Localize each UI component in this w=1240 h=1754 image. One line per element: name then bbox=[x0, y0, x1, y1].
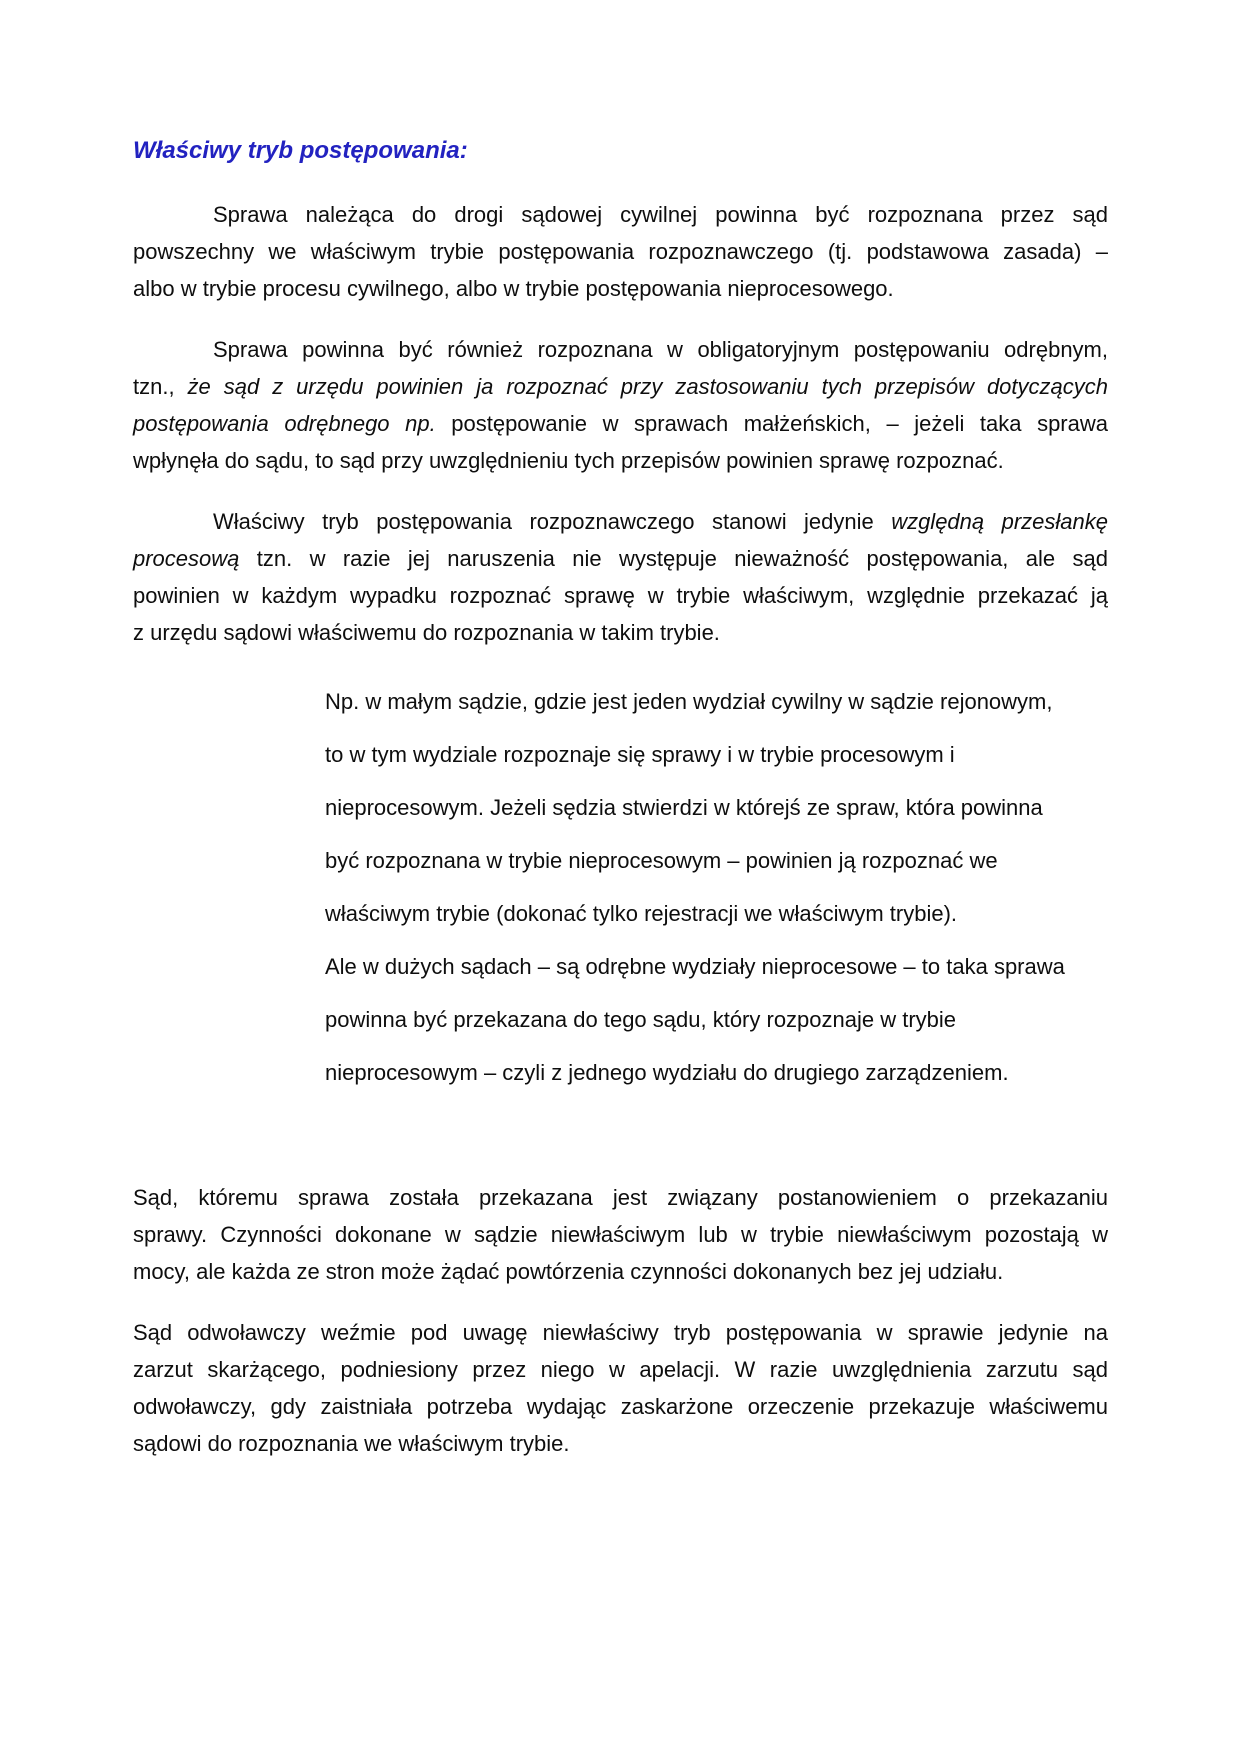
document-heading: Właściwy tryb postępowania: bbox=[133, 137, 468, 164]
paragraph-obligatory-separate-proceedings: Sprawa powinna być również rozpoznana w obligatoryjnym postępowaniu odrębnym, tzn., że sąd z urzędu powinien ja rozpoznać przy zastosowaniu tych przepisów dotyczących postępowania odrębnego np. postępowanie w sprawach małżeńskich, – jeżeli taka sprawa wpłynęła do sądu, to sąd przy uwzględnieniu tych przepisów powinien sprawę rozpoznać. bbox=[133, 337, 1108, 473]
paragraph-court-bound-by-transfer: Sąd, któremu sprawa została przekazana jest związany postanowieniem o przekazaniu sprawy. Czynności dokonane w sądzie niewłaściwym lub w trybie niewłaściwym pozostają w mocy, ale każda ze stron może żądać powtórzenia czynności dokonanych bez jej udziału. bbox=[133, 1185, 1108, 1284]
paragraph-appellate-court: Sąd odwoławczy weźmie pod uwagę niewłaściwy tryb postępowania w sprawie jedynie na zarzut skarżącego, podniesiony przez niego w apelacji. W razie uwzględnienia zarzutu sąd odwoławczy, gdy zaistniała potrzeba wydając zaskarżone orzeczenie przekazuje właściwemu sądowi do rozpoznania we właściwym trybie. bbox=[133, 1320, 1108, 1456]
example-indented-block: Np. w małym sądzie, gdzie jest jeden wydział cywilny w sądzie rejonowym, to w tym wydziale rozpoznaje się sprawy i w trybie procesowym i nieprocesowym. Jeżeli sędzia stwierdzi w którejś ze spraw, która powinna być rozpoznana w trybie nieprocesowym – powinien ją rozpoznać we właściwym trybie (dokonać tylko rejestracji we właściwym trybie). Ale w dużych sądach – są odrębne wydziały nieprocesowe – to taka sprawa powinna być przekazana do tego sądu, który rozpoznaje w trybie nieprocesowym – czyli z jednego wydziału do drugiego zarządzeniem. bbox=[325, 689, 1065, 1085]
paragraph-relative-procedural-premise: Właściwy tryb postępowania rozpoznawczego stanowi jedynie względną przesłankę procesową tzn. w razie jej naruszenia nie występuje nieważność postępowania, ale sąd powinien w każdym wypadku rozpoznać sprawę w trybie właściwym, względnie przekazać ją z urzędu sądowi właściwemu do rozpoznania w takim trybie. bbox=[133, 509, 1108, 645]
document-content bbox=[133, 134, 1108, 1486]
paragraph-proper-mode-intro: Sprawa należąca do drogi sądowej cywilnej powinna być rozpoznana przez sąd powszechny we właściwym trybie postępowania rozpoznawczego (tj. podstawowa zasada) – albo w trybie procesu cywilnego, albo w trybie postępowania nieprocesowego. bbox=[133, 202, 1108, 301]
